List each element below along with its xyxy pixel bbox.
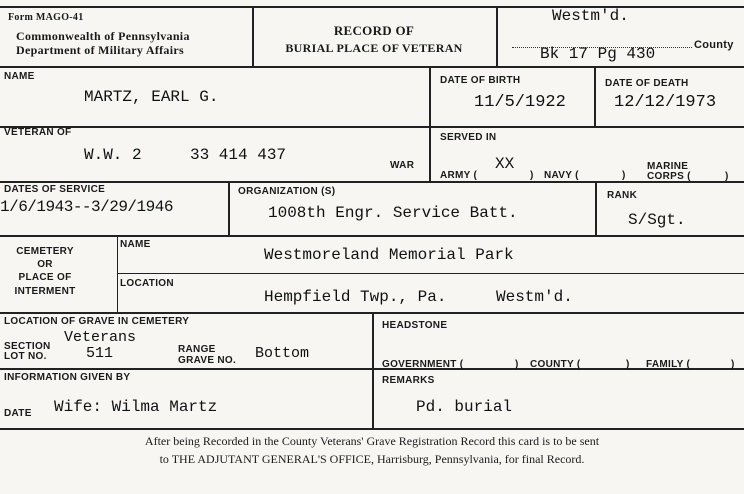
rule-cemetery-inner — [117, 273, 744, 274]
grave-no-label: GRAVE NO. — [178, 355, 237, 366]
grave-location-label: LOCATION OF GRAVE IN CEMETERY — [4, 316, 190, 327]
served-in-label: SERVED IN — [440, 132, 497, 143]
navy-label: NAVY ( — [544, 170, 579, 181]
family-label: FAMILY ( — [646, 359, 691, 370]
marine-label: MARINE — [647, 161, 689, 172]
rule-v-dates — [228, 181, 230, 235]
serial-number: 33 414 437 — [190, 146, 287, 164]
rule-service-bottom — [0, 235, 744, 237]
rule-v-name — [429, 66, 431, 181]
organization-value: 1008th Engr. Service Batt. — [268, 204, 518, 222]
dates-of-service-value: 1/6/1943--3/29/1946 — [0, 198, 173, 216]
title-line-2: BURIAL PLACE OF VETERAN — [285, 41, 463, 55]
army-mark: XX — [495, 155, 515, 173]
name-label: NAME — [4, 71, 35, 82]
veteran-name: MARTZ, EARL G. — [84, 88, 219, 106]
organization-label: ORGANIZATION (S) — [238, 186, 336, 197]
title-line-1: RECORD OF — [333, 23, 415, 38]
county-label: County — [694, 39, 734, 51]
rank-value: S/Sgt. — [628, 211, 686, 229]
lot-no-value: 511 — [86, 345, 114, 362]
dob-value: 11/5/1922 — [474, 93, 566, 112]
lot-no-label: LOT NO. — [4, 351, 47, 362]
army-close: ) — [530, 170, 534, 181]
veteran-of-label: VETERAN OF — [4, 127, 72, 138]
cemetery-county-value: Westm'd. — [496, 288, 573, 306]
corps-label: CORPS ( — [647, 171, 691, 182]
cemetery-town-value: Hempfield Twp., Pa. — [264, 288, 447, 306]
corps-close: ) — [725, 171, 729, 182]
dod-value: 12/12/1973 — [614, 93, 717, 112]
cemetery-label-2: OR — [37, 259, 53, 270]
book-page: Bk 17 Pg 430 — [540, 45, 656, 63]
rule-info-bottom — [0, 428, 744, 430]
range-label: RANGE — [178, 344, 216, 355]
family-close: ) — [731, 359, 735, 370]
rule-top — [0, 6, 744, 8]
army-label: ARMY ( — [440, 170, 478, 181]
dod-label: DATE OF DEATH — [605, 78, 689, 89]
agency-line-2: Department of Military Affairs — [16, 43, 184, 57]
cemetery-name-value: Westmoreland Memorial Park — [264, 246, 514, 264]
navy-close: ) — [622, 170, 626, 181]
cemetery-location-label: LOCATION — [120, 278, 174, 289]
informant-value: Wife: Wilma Martz — [54, 398, 218, 416]
rule-v-dob — [594, 66, 596, 126]
cemetery-label-3: PLACE OF — [18, 272, 72, 283]
dob-label: DATE OF BIRTH — [440, 75, 521, 86]
rule-v-header2 — [496, 6, 498, 66]
war-value: W.W. 2 — [84, 146, 142, 164]
county-value: Westm'd. — [552, 7, 629, 25]
rule-v-org — [595, 181, 597, 235]
form-number: Form MAGO-41 — [8, 12, 84, 23]
footer-line-2: to THE ADJUTANT GENERAL'S OFFICE, Harrisburg, Pennsylvania, for final Record. — [159, 452, 585, 466]
county-hs-close: ) — [626, 359, 630, 370]
rule-header-bottom — [0, 66, 744, 68]
cemetery-label-4: INTERMENT — [14, 286, 76, 297]
headstone-label: HEADSTONE — [382, 320, 448, 331]
war-label: WAR — [390, 160, 415, 171]
footer-line-1: After being Recorded in the County Veterans' Grave Registration Record this card is to be sent — [144, 434, 600, 448]
cemetery-label-1: CEMETERY — [16, 246, 74, 257]
date-label: DATE — [4, 408, 32, 419]
government-label: GOVERNMENT ( — [382, 359, 464, 370]
agency-line-1: Commonwealth of Pennsylvania — [16, 29, 190, 43]
cemetery-name-label: NAME — [120, 239, 151, 250]
section-label: SECTION — [4, 341, 51, 352]
county-hs-label: COUNTY ( — [530, 359, 581, 370]
information-given-label: INFORMATION GIVEN BY — [4, 372, 131, 383]
grave-value: Bottom — [255, 345, 310, 362]
government-close: ) — [515, 359, 519, 370]
rule-v-cemetery — [117, 235, 118, 312]
dates-of-service-label: DATES OF SERVICE — [4, 184, 106, 195]
rank-label: RANK — [607, 190, 638, 201]
remarks-value: Pd. burial — [416, 398, 513, 416]
rule-name-bottom — [0, 126, 744, 128]
rule-v-grave — [372, 312, 374, 428]
section-value: Veterans — [64, 329, 137, 346]
rule-veteran-bottom — [0, 181, 744, 183]
remarks-label: REMARKS — [382, 375, 435, 386]
